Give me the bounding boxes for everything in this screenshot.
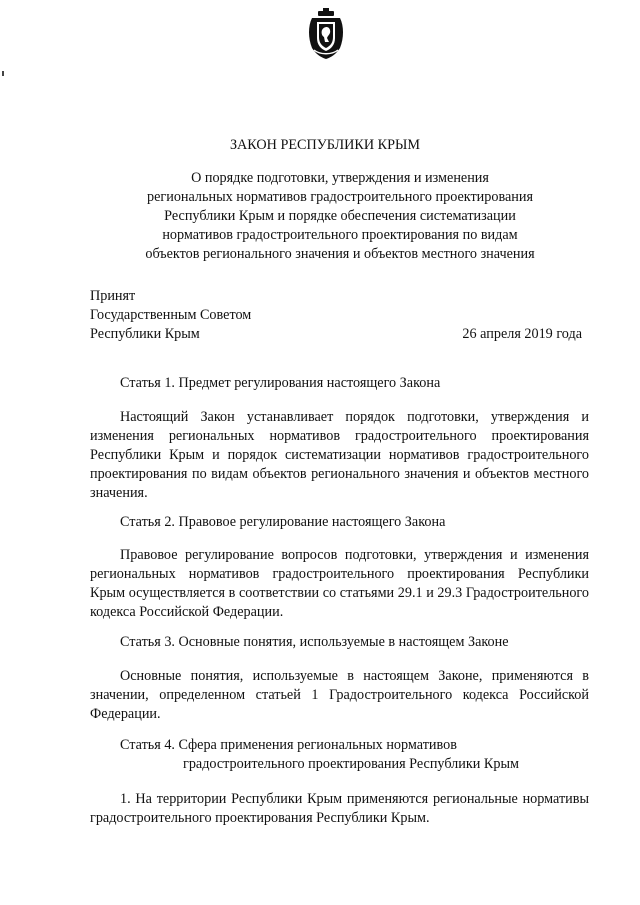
adopted-line: Принят — [90, 288, 136, 304]
margin-mark — [2, 71, 4, 76]
subtitle-line: региональных нормативов градостроительного проектирования — [147, 189, 533, 205]
article-2-heading: Статья 2. Правовое регулирование настоящего Закона — [120, 514, 446, 530]
article-2-text: Правовое регулирование вопросов подготовки, утверждения и изменения региональных нормативов градостроительного проектирования Республики Крым осуществляется в соответствии со статьями 29.1 и 29.3 Градостроительного кодекса Российской Федерации. — [90, 547, 589, 620]
document-subtitle — [130, 169, 550, 264]
subtitle-line: объектов регионального значения и объектов местного значения — [145, 246, 535, 262]
subtitle-line: О порядке подготовки, утверждения и изменения — [191, 170, 489, 186]
article-1-text: Настоящий Закон устанавливает порядок подготовки, утверждения и изменения региональных нормативов градостроительного проектирования Республики Крым и порядок систематизации нормативов градостроительного проектирования по видам объектов регионального значения и объектов местного значения. — [90, 409, 589, 501]
article-3-heading: Статья 3. Основные понятия, используемые в настоящем Законе — [120, 634, 509, 650]
article-4-text: 1. На территории Республики Крым применяются региональные нормативы градостроительного проектирования Республики Крым. — [90, 791, 589, 826]
document-title: ЗАКОН РЕСПУБЛИКИ КРЫМ — [229, 137, 421, 153]
article-4-heading — [120, 736, 519, 774]
adopted-by-line: Государственным Советом — [90, 307, 252, 323]
article-4-heading-line2: градостроительного проектирования Республики Крым — [183, 756, 519, 772]
subtitle-line: Республики Крым и порядке обеспечения систематизации — [164, 208, 516, 224]
adoption-date: 26 апреля 2019 года — [462, 326, 582, 342]
article-4-heading-line1: Статья 4. Сфера применения региональных нормативов — [120, 737, 457, 753]
subtitle-line: нормативов градостроительного проектирования по видам — [162, 227, 518, 243]
adopted-republic-line: Республики Крым — [90, 326, 200, 342]
article-3-text: Основные понятия, используемые в настоящем Законе, применяются в значении, определенном статьей 1 Градостроительного кодекса Российской Федерации. — [90, 668, 589, 722]
article-1-heading: Статья 1. Предмет регулирования настоящего Закона — [120, 375, 441, 391]
coat-of-arms-emblem — [306, 8, 346, 60]
adoption-block — [90, 287, 251, 344]
